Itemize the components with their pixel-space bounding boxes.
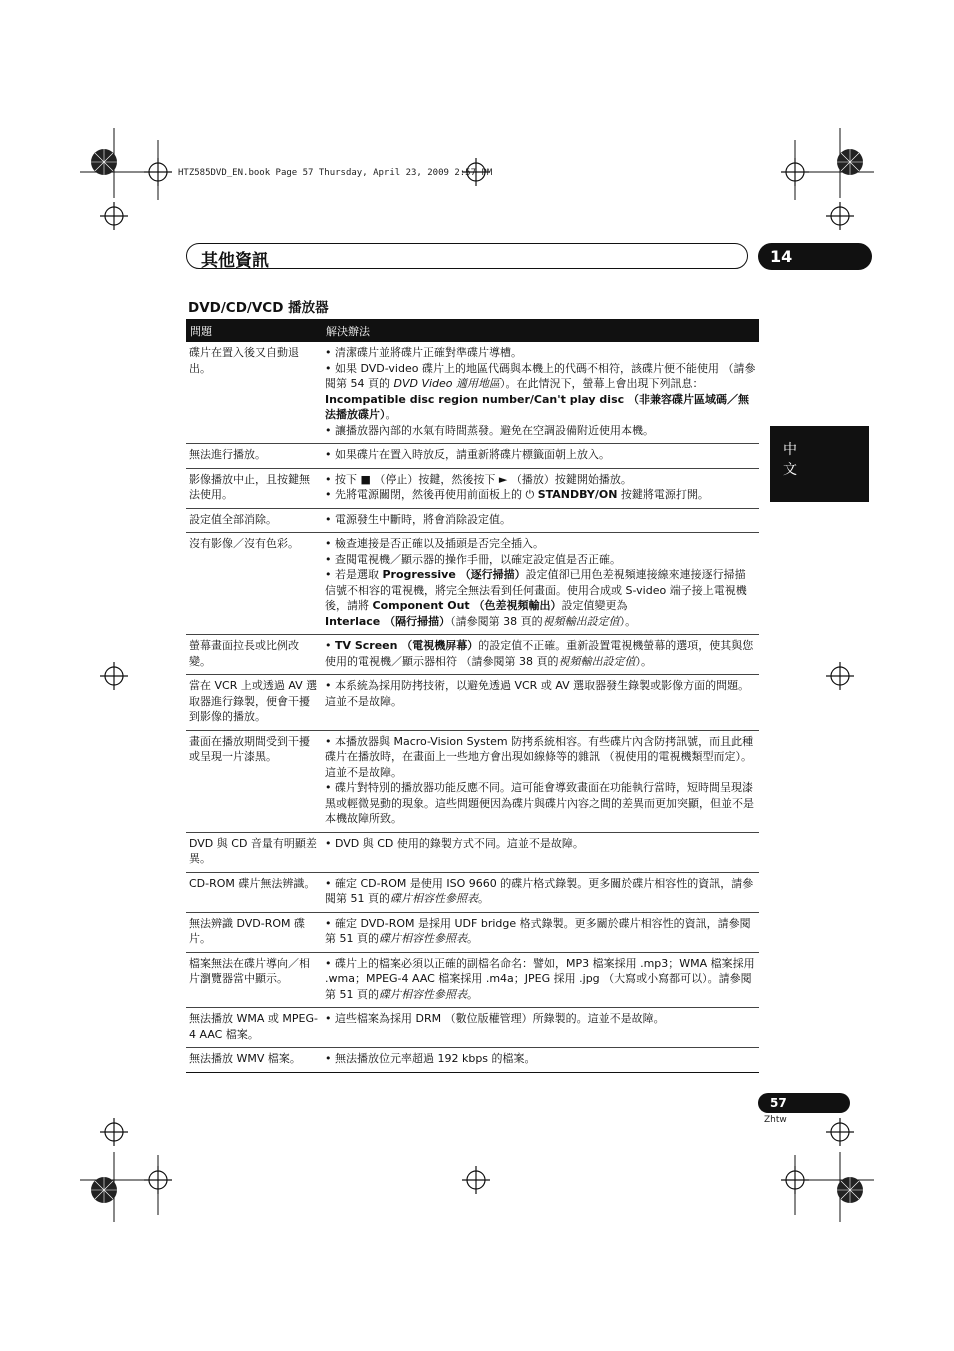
table-row xyxy=(186,832,759,872)
solution-text: 的設定值不正確。重新設置電視機螢幕的選項，使其與您使用的電視機／顯示器相符 （請參閱第 38 頁的 xyxy=(325,639,754,668)
table-row xyxy=(186,508,759,533)
section-title: DVD/CD/VCD 播放器 xyxy=(188,300,329,316)
solution-item xyxy=(325,1011,756,1027)
solution-text: • 確定 CD-ROM 是使用 ISO 9660 的碟片格式錄製。更多關於碟片相容性的資訊，請參閱第 51 頁的 xyxy=(325,876,754,905)
table-row xyxy=(186,468,759,508)
solution-item xyxy=(325,345,756,361)
problem-cell: 沒有影像／沒有色彩。 xyxy=(186,533,322,635)
table-row xyxy=(186,730,759,832)
table-row xyxy=(186,533,759,635)
solution-text: Interlace （隔行掃描） xyxy=(325,614,451,628)
solution-text: • 檢查連接是否正確以及插頭是否完全插入。 xyxy=(325,537,544,550)
solution-text: Progressive （逐行掃描） xyxy=(382,568,526,581)
solution-item xyxy=(325,512,756,528)
table-header-row xyxy=(186,319,759,342)
problem-cell: 無法辨識 DVD-ROM 碟片。 xyxy=(186,912,322,952)
table-row xyxy=(186,444,759,469)
solution-text: • 這些檔案為採用 DRM （數位版權管理）所錄製的。這並不是故障。 xyxy=(325,1012,665,1025)
solution-item xyxy=(325,447,756,463)
solution-text: 碟片相容性參照表 xyxy=(390,892,478,905)
language-tab-text xyxy=(782,440,798,480)
solution-item xyxy=(325,361,756,423)
solution-cell xyxy=(322,730,759,832)
solution-text: • 查閱電視機／顯示器的操作手冊，以確定設定值是否正確。 xyxy=(325,552,621,566)
solution-text: 視頻輸出設定值 xyxy=(558,654,636,668)
solution-text: ）。 xyxy=(635,654,652,668)
solution-text: 設定值卻已用色差視頻連接線來連接逐行掃描信號不相容的電視機，將完全無法看到任何畫面。使用合成或 S-video 端子接上電視機後，請將 xyxy=(325,568,747,612)
problem-cell: 螢幕畫面拉長或比例改變。 xyxy=(186,635,322,675)
solution-item xyxy=(325,1051,756,1067)
solution-text: Component Out （色差視頻輸出） xyxy=(372,599,562,612)
solution-text: • xyxy=(325,639,335,652)
problem-cell: 無法進行播放。 xyxy=(186,444,322,469)
solution-text: • 讓播放器內部的水氣有時間蒸發。避免在空調設備附近使用本機。 xyxy=(325,423,654,437)
solution-text: • 確定 DVD-ROM 是採用 UDF bridge 格式錄製。更多關於碟片相容性的資訊，請參閱第 51 頁的 xyxy=(325,916,751,945)
solution-cell xyxy=(322,912,759,952)
solution-cell xyxy=(322,635,759,675)
solution-cell xyxy=(322,508,759,533)
column-header-problem: 問題 xyxy=(186,319,322,342)
solution-text: • 如果 DVD-video 碟片上的地區代碼與本機上的代碼不相符，該碟片便不能使用 （請參閱第 54 頁的 xyxy=(325,361,756,390)
table-row xyxy=(186,1048,759,1073)
solution-cell xyxy=(322,952,759,1008)
solution-item xyxy=(325,552,756,568)
solution-item xyxy=(325,536,756,552)
troubleshooting-table xyxy=(186,319,759,1073)
solution-text: 視頻輸出設定值 xyxy=(542,614,620,628)
solution-text: • 先將電源關閉，然後再使用前面板上的 ⏻ xyxy=(325,488,538,501)
problem-cell: 影像播放中止，且按鍵無法使用。 xyxy=(186,468,322,508)
solution-text: • 無法播放位元率超過 192 kbps 的檔案。 xyxy=(325,1052,536,1065)
solution-text: 設定值變更為 xyxy=(561,599,628,612)
solution-item xyxy=(325,638,756,669)
solution-text: • 如果碟片在置入時放反，請重新將碟片標籤面朝上放入。 xyxy=(325,448,610,461)
chapter-title: 其他資訊 xyxy=(201,251,269,271)
problem-cell: 設定值全部消除。 xyxy=(186,508,322,533)
chapter-number-badge: 14 xyxy=(758,243,872,270)
solution-item xyxy=(325,423,756,439)
problem-cell: 無法播放 WMA 或 MPEG-4 AAC 檔案。 xyxy=(186,1008,322,1048)
solution-text: • DVD 與 CD 使用的錄製方式不同。這並不是故障。 xyxy=(325,836,584,850)
page-number-badge: 57 xyxy=(758,1093,850,1113)
solution-cell xyxy=(322,533,759,635)
table-row xyxy=(186,675,759,731)
problem-cell: 無法播放 WMV 檔案。 xyxy=(186,1048,322,1073)
problem-cell: DVD 與 CD 音量有明顯差異。 xyxy=(186,832,322,872)
solution-cell xyxy=(322,832,759,872)
problem-cell: 畫面在播放期間受到干擾或呈現一片漆黑。 xyxy=(186,730,322,832)
solution-cell xyxy=(322,342,759,444)
solution-cell xyxy=(322,1008,759,1048)
solution-text: STANDBY/ON xyxy=(537,488,618,501)
table-row xyxy=(186,912,759,952)
problem-cell: 當在 VCR 上或透過 AV 選取器進行錄製，便會干擾到影像的播放。 xyxy=(186,675,322,731)
solution-text: 碟片相容性參照表 xyxy=(379,932,467,945)
solution-text: • 本系統為採用防拷技術，以避免透過 VCR 或 AV 選取器發生錄製或影像方面的問題。這並不是故障。 xyxy=(325,679,750,708)
solution-text: • 若是選取 xyxy=(325,568,383,581)
solution-text: DVD Video 適用地區 xyxy=(393,377,501,390)
solution-text: （請參閱第 38 頁的 xyxy=(450,614,543,628)
solution-text: 按鍵將電源打開。 xyxy=(617,488,709,501)
language-tab-char: 文 xyxy=(783,462,797,478)
problem-cell: 碟片在置入後又自動退出。 xyxy=(186,342,322,444)
book-info-line: HTZ585DVD_EN.book Page 57 Thursday, April 23, 2009 2:57 PM xyxy=(178,168,493,178)
table-body xyxy=(186,342,759,1072)
table-row xyxy=(186,635,759,675)
page-language-code: Zhtw xyxy=(764,1115,787,1125)
column-header-solution: 解決辦法 xyxy=(322,319,759,342)
solution-text: ）。在此情況下，螢幕上會出現下列訊息： xyxy=(500,377,704,390)
solution-item xyxy=(325,678,756,709)
problem-cell: 檔案無法在碟片導向／相片瀏覽器當中顯示。 xyxy=(186,952,322,1008)
table-row xyxy=(186,342,759,444)
solution-cell xyxy=(322,872,759,912)
solution-text: • 本播放器與 Macro-Vision System 防拷系統相容。有些碟片內含防拷訊號，而且此種碟片在播放時，在畫面上一些地方會出現如線條等的雜訊 （視使用的電視機類型而定）。這並不是故障。 xyxy=(325,734,754,779)
language-tab-char: 中 xyxy=(783,442,797,458)
solution-item xyxy=(325,487,756,503)
problem-cell: CD-ROM 碟片無法辨識。 xyxy=(186,872,322,912)
solution-item xyxy=(325,780,756,827)
solution-text: • 按下 ■ （停止）按鍵，然後按下 ► （播放）按鍵開始播放。 xyxy=(325,472,632,486)
solution-text: ）。 xyxy=(619,614,637,628)
solution-text: • 碟片對特別的播放器功能反應不同。這可能會導致畫面在功能執行當時，短時間呈現漆黑或輕微晃動的現象。這些問題便因為碟片與碟片內容之間的差異而更加突顯，但並不是本機故障所致。 xyxy=(325,781,754,825)
solution-text: • 碟片上的檔案必須以正確的副檔名命名：譬如，MP3 檔案採用 .mp3；WMA 檔案採用 .wma；MPEG-4 AAC 檔案採用 .m4a；JPEG 採用 .jpg （大寫或小寫都可以）。請參閱第 51 頁的 xyxy=(325,956,755,1001)
chapter-header xyxy=(186,243,748,269)
table-row xyxy=(186,872,759,912)
solution-text: Incompatible disc region number/Can't play disc （非兼容碟片區域碼／無法播放碟片） xyxy=(325,392,749,421)
solution-item xyxy=(325,916,756,947)
solution-text: • 清潔碟片並將碟片正確對準碟片導槽。 xyxy=(325,346,522,359)
solution-text: • 電源發生中斷時，將會消除設定值。 xyxy=(325,512,511,526)
solution-item xyxy=(325,472,756,488)
solution-text: 。 xyxy=(467,987,478,1001)
language-side-tab xyxy=(770,426,869,502)
solution-cell xyxy=(322,444,759,469)
solution-text: 。 xyxy=(385,408,397,421)
solution-item xyxy=(325,956,756,1003)
table-row xyxy=(186,952,759,1008)
solution-text: 。 xyxy=(478,892,489,905)
solution-text: 碟片相容性參照表 xyxy=(379,987,467,1001)
solution-item xyxy=(325,876,756,907)
solution-cell xyxy=(322,468,759,508)
solution-item xyxy=(325,734,756,781)
solution-cell xyxy=(322,675,759,731)
solution-item xyxy=(325,836,756,852)
solution-text: TV Screen （電視機屏幕） xyxy=(335,639,479,652)
solution-text: 。 xyxy=(467,932,478,945)
solution-cell xyxy=(322,1048,759,1073)
solution-item xyxy=(325,567,756,629)
table-row xyxy=(186,1008,759,1048)
